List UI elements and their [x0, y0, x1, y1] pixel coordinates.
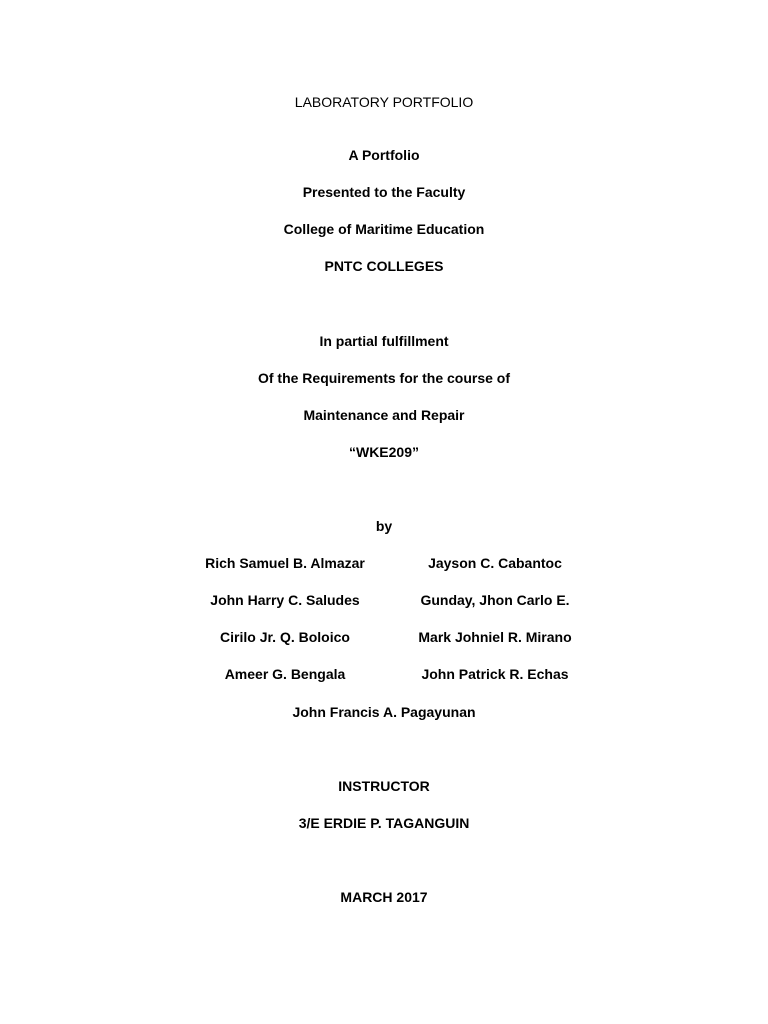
course-code: “WKE209” [348, 444, 420, 460]
author-name: John Harry C. Saludes [210, 592, 360, 608]
author-name: Ameer G. Bengala [224, 666, 346, 682]
course-name: Maintenance and Repair [303, 407, 465, 423]
instructor-label: INSTRUCTOR [338, 778, 430, 794]
portfolio-subtitle: A Portfolio [348, 147, 420, 163]
document-title: LABORATORY PORTFOLIO [294, 94, 474, 110]
author-name: John Patrick R. Echas [421, 666, 569, 682]
college-line: College of Maritime Education [283, 221, 485, 237]
author-name: Gunday, Jhon Carlo E. [420, 592, 570, 608]
author-name: Mark Johniel R. Mirano [418, 629, 572, 645]
author-name: Rich Samuel B. Almazar [205, 555, 365, 571]
author-name-last: John Francis A. Pagayunan [292, 704, 476, 720]
presented-line: Presented to the Faculty [302, 184, 466, 200]
fulfillment-line: In partial fulfillment [319, 333, 449, 349]
document-date: MARCH 2017 [340, 889, 428, 905]
author-name: Jayson C. Cabantoc [428, 555, 562, 571]
institution-line: PNTC COLLEGES [324, 258, 444, 274]
by-label: by [375, 518, 393, 534]
author-name: Cirilo Jr. Q. Boloico [220, 629, 350, 645]
instructor-name: 3/E ERDIE P. TAGANGUIN [298, 815, 470, 831]
requirements-line: Of the Requirements for the course of [257, 370, 511, 386]
